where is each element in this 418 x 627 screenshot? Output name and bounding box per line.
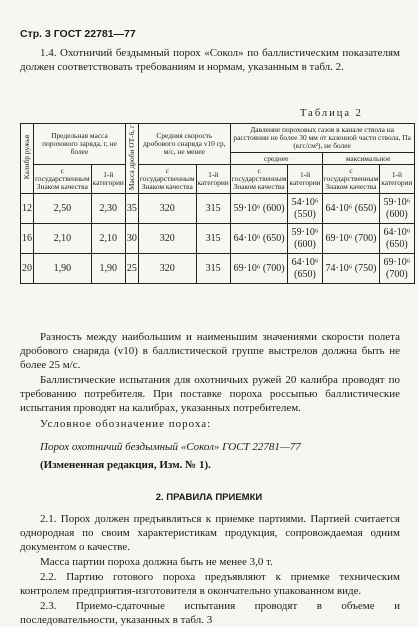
paragraph-speed-difference: Разность между наибольшим и наименьшим значениями скорости полета дробового снаряда (v10) в баллистической группе выстрелов должна быть не более 25 м/с. bbox=[20, 331, 400, 372]
cell-mass-state: 1,90 bbox=[34, 254, 92, 284]
cell-speed-first: 315 bbox=[196, 194, 230, 224]
table-row bbox=[21, 224, 415, 254]
cell-caliber: 16 bbox=[21, 224, 34, 254]
header-speed: Средняя скорость дробового снаряда v10 ср, м/с, не менее bbox=[138, 124, 230, 165]
cell-mass-state: 2,10 bbox=[34, 224, 92, 254]
section-title: 2. ПРАВИЛА ПРИЕМКИ bbox=[155, 492, 263, 503]
cell-speed-first: 315 bbox=[196, 224, 230, 254]
paragraph-2-2: 2.2. Партию готового пороха предъявляют к приемке техническим контролем предприятия-изготовителя в окончательно упакованном виде. bbox=[20, 571, 400, 598]
table-2 bbox=[20, 123, 415, 284]
paragraph-2-1-mass: Масса партии пороха должна быть не менее 3,0 т. bbox=[40, 556, 273, 568]
cell-caliber: 20 bbox=[21, 254, 34, 284]
header-mean: среднее bbox=[230, 153, 322, 165]
cell-p-mean-state: 59·10⁶ (600) bbox=[230, 194, 288, 224]
cell-mass-state: 2,50 bbox=[34, 194, 92, 224]
header-mass: Предельная масса порохового заряда, г, не более bbox=[34, 124, 126, 165]
col-speed-first: 1-й категории bbox=[196, 165, 230, 194]
col-max-first: 1-й категории bbox=[380, 165, 414, 194]
header-shot: Масса дроби ОТ-6, г bbox=[125, 124, 138, 194]
cell-p-mean-first: 54·10⁶ (550) bbox=[288, 194, 322, 224]
cell-p-mean-state: 69·10⁶ (700) bbox=[230, 254, 288, 284]
col-speed-state: с государственным Знаком качества bbox=[138, 165, 196, 194]
cell-shot: 25 bbox=[125, 254, 138, 284]
cell-p-max-state: 64·10⁶ (650) bbox=[322, 194, 380, 224]
cell-speed-state: 320 bbox=[138, 224, 196, 254]
paragraph-2-3: 2.3. Приемо-сдаточные испытания проводят в объеме и последовательности, указанных в табл. 3 bbox=[20, 600, 400, 627]
cell-p-max-first: 59·10⁶ (600) bbox=[380, 194, 414, 224]
cell-p-mean-state: 64·10⁶ (650) bbox=[230, 224, 288, 254]
cell-mass-first: 2,30 bbox=[91, 194, 125, 224]
col-max-state: с государственным Знаком качества bbox=[322, 165, 380, 194]
table-row bbox=[21, 194, 415, 224]
intro-paragraph: 1.4. Охотничий бездымный порох «Сокол» по баллистическим показателям должен соответствовать требованиям и нормам, указанным в табл. 2. bbox=[20, 47, 400, 74]
cell-p-mean-first: 59·10⁶ (600) bbox=[288, 224, 322, 254]
cell-p-mean-first: 64·10⁶ (650) bbox=[288, 254, 322, 284]
designation-label: Условное обозначение пороха: bbox=[40, 418, 212, 430]
cell-speed-state: 320 bbox=[138, 194, 196, 224]
paragraph-2-1: 2.1. Порох должен предъявляться к приемке партиями. Партией считается однородная по своим характеристикам продукция, сопровождаемая одним документом о качестве. bbox=[20, 513, 400, 554]
cell-p-max-first: 69·10⁶ (700) bbox=[380, 254, 414, 284]
col-mean-first: 1-й категории bbox=[288, 165, 322, 194]
col-mean-state: с государственным Знаком качества bbox=[230, 165, 288, 194]
table-caption: Таблица 2 bbox=[300, 108, 363, 119]
cell-speed-first: 315 bbox=[196, 254, 230, 284]
cell-mass-first: 2,10 bbox=[91, 224, 125, 254]
cell-p-max-state: 69·10⁶ (700) bbox=[322, 224, 380, 254]
cell-mass-first: 1,90 bbox=[91, 254, 125, 284]
change-note: (Измененная редакция, Изм. № 1). bbox=[40, 459, 211, 471]
page-header: Стр. 3 ГОСТ 22781—77 bbox=[20, 28, 136, 40]
cell-p-max-state: 74·10⁶ (750) bbox=[322, 254, 380, 284]
header-max: максимальное bbox=[322, 153, 414, 165]
header-caliber: Калибр ружья bbox=[21, 124, 34, 194]
header-pressure: Давление пороховых газов в канале ствола на расстоянии не более 30 мм от казенной части ствола, Па (кгс/см²), не более bbox=[230, 124, 414, 153]
col-mass-state: с государственным Знаком качества bbox=[34, 165, 92, 194]
table-row bbox=[21, 254, 415, 284]
paragraph-ballistic-tests: Баллистические испытания для охотничьих ружей 20 калибра проводят по требованию потребителя. При поставке пороха россыпью баллистические испытания проводят на калибрах, указанных потребителем. bbox=[20, 374, 400, 415]
designation-value: Порох охотничий бездымный «Сокол» ГОСТ 22781—77 bbox=[40, 441, 301, 453]
cell-speed-state: 320 bbox=[138, 254, 196, 284]
col-mass-first: 1-й категории bbox=[91, 165, 125, 194]
cell-caliber: 12 bbox=[21, 194, 34, 224]
cell-p-max-first: 64·10⁶ (650) bbox=[380, 224, 414, 254]
cell-shot: 35 bbox=[125, 194, 138, 224]
cell-shot: 30 bbox=[125, 224, 138, 254]
